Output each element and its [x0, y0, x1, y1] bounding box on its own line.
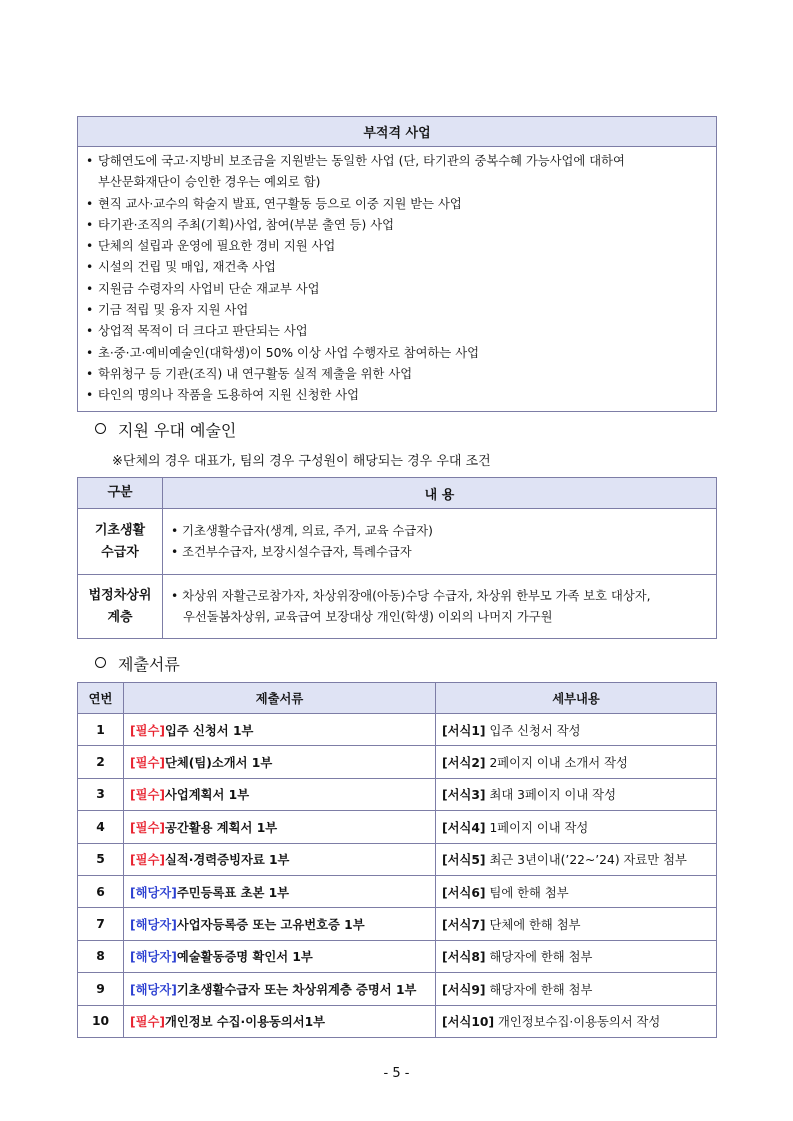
- document-name: 사업자등록증 또는 고유번호증 1부: [176, 918, 365, 933]
- bullet-icon: •: [86, 154, 94, 168]
- col-category-header: 구분: [78, 478, 163, 509]
- section-title-text: 제출서류: [118, 655, 180, 674]
- content-line: • 차상위 자활근로참가자, 차상위장애(아동)수당 수급자, 차상위 한부모 가족 보호 대상자,: [171, 588, 651, 603]
- list-item-text: 학위청구 등 기관(조직) 내 연구활동 실적 제출을 위한 사업: [98, 366, 413, 381]
- col-content-header: 내 용: [163, 478, 717, 509]
- list-item-continuation: 부산문화재단이 승인한 경우는 예외로 함): [98, 175, 321, 190]
- form-id: [서식1]: [442, 723, 486, 738]
- detail-cell: [436, 843, 717, 875]
- col-doc-header: 제출서류: [124, 683, 436, 714]
- document-cell: [124, 811, 436, 843]
- detail-cell: [436, 746, 717, 778]
- bullet-icon: •: [86, 239, 94, 254]
- list-item-text: 지원금 수령자의 사업비 단순 재교부 사업: [98, 281, 320, 296]
- table-row: [78, 940, 717, 972]
- document-name: 입주 신청서 1부: [165, 723, 254, 738]
- bullet-icon: •: [86, 196, 94, 211]
- document-name: 실적·경력증빙자료 1부: [165, 853, 290, 868]
- table-row: [78, 509, 717, 575]
- list-item-text: 단체의 설립과 운영에 필요한 경비 지원 사업: [98, 239, 336, 254]
- row-number: 1: [78, 714, 124, 746]
- list-item: [86, 364, 708, 385]
- documents-rows: [78, 714, 717, 1038]
- document-tag: [해당자]: [130, 982, 177, 997]
- list-item-text: 시설의 건립 및 매입, 재건축 사업: [98, 260, 276, 275]
- row-number: 8: [78, 940, 124, 972]
- form-id: [서식6]: [442, 885, 486, 900]
- content-cell: [163, 509, 717, 575]
- detail-text: 1페이지 이내 작성: [489, 820, 589, 835]
- list-item-text: 타인의 명의나 작품을 도용하여 지원 신청한 사업: [98, 388, 360, 403]
- list-item: [86, 236, 708, 257]
- row-number: 2: [78, 746, 124, 778]
- document-tag: [해당자]: [130, 918, 177, 933]
- content-line: 우선돌봄차상위, 교육급여 보장대상 개인(학생) 이외의 나머지 가구원: [183, 609, 553, 624]
- required-documents-table: [77, 682, 717, 1038]
- bullet-icon: •: [86, 345, 94, 360]
- document-name: 주민등록표 초본 1부: [176, 885, 290, 900]
- detail-cell: [436, 811, 717, 843]
- ineligible-list: [78, 147, 717, 412]
- section-title-text: 지원 우대 예술인: [118, 421, 237, 440]
- document-tag: [필수]: [130, 853, 165, 868]
- section-documents-title: [95, 652, 180, 675]
- content-cell: [163, 575, 717, 639]
- form-id: [서식4]: [442, 820, 486, 835]
- row-number: 3: [78, 778, 124, 810]
- detail-cell: [436, 778, 717, 810]
- document-name: 사업계획서 1부: [165, 788, 250, 803]
- document-tag: [해당자]: [130, 885, 177, 900]
- detail-text: 단체에 한해 첨부: [489, 918, 581, 933]
- detail-text: 입주 신청서 작성: [489, 723, 581, 738]
- document-cell: [124, 778, 436, 810]
- table-row: [78, 746, 717, 778]
- document-tag: [해당자]: [130, 950, 177, 965]
- list-item: [86, 279, 708, 300]
- list-item: [86, 257, 708, 278]
- row-number: 4: [78, 811, 124, 843]
- bullet-icon: •: [86, 324, 94, 339]
- preferred-artists-table: [77, 477, 717, 639]
- form-id: [서식9]: [442, 982, 486, 997]
- category-cell: 기초생활 수급자: [78, 509, 163, 575]
- row-number: 7: [78, 908, 124, 940]
- form-id: [서식7]: [442, 918, 486, 933]
- list-item: [86, 215, 708, 236]
- detail-text: 최대 3페이지 이내 작성: [489, 788, 616, 803]
- detail-text: 2페이지 이내 소개서 작성: [489, 756, 628, 771]
- detail-cell: [436, 1005, 717, 1037]
- document-cell: [124, 973, 436, 1005]
- document-cell: [124, 1005, 436, 1037]
- detail-cell: [436, 908, 717, 940]
- row-number: 10: [78, 1005, 124, 1037]
- list-item: [86, 194, 708, 215]
- list-item-text: 초·중·고·예비예술인(대학생)이 50% 이상 사업 수행자로 참여하는 사업: [98, 345, 479, 360]
- detail-cell: [436, 940, 717, 972]
- document-tag: [필수]: [130, 788, 165, 803]
- list-item-text: 상업적 목적이 더 크다고 판단되는 사업: [98, 324, 308, 339]
- detail-text: 해당자에 한해 첨부: [489, 982, 593, 997]
- list-item: [86, 151, 708, 172]
- form-id: [서식3]: [442, 788, 486, 803]
- col-no-header: 연번: [78, 683, 124, 714]
- detail-text: 최근 3년이내(’22~’24) 자료만 첨부: [489, 853, 687, 868]
- document-name: 기초생활수급자 또는 차상위계층 증명서 1부: [176, 982, 417, 997]
- table-row: [78, 1005, 717, 1037]
- detail-cell: [436, 875, 717, 907]
- bullet-icon: •: [86, 217, 94, 232]
- document-name: 공간활용 계획서 1부: [165, 820, 278, 835]
- document-tag: [필수]: [130, 1015, 165, 1030]
- list-item: [86, 343, 708, 364]
- circle-bullet-icon: [95, 657, 106, 668]
- document-cell: [124, 714, 436, 746]
- bullet-icon: •: [86, 366, 94, 381]
- detail-text: 팀에 한해 첨부: [489, 885, 569, 900]
- list-item: [86, 300, 708, 321]
- table-row: [78, 811, 717, 843]
- document-tag: [필수]: [130, 756, 165, 771]
- table-row: [78, 714, 717, 746]
- document-tag: [필수]: [130, 820, 165, 835]
- document-cell: [124, 875, 436, 907]
- bullet-icon: •: [86, 281, 94, 296]
- detail-cell: [436, 973, 717, 1005]
- document-tag: [필수]: [130, 723, 165, 738]
- section-preferred-title: [95, 418, 236, 441]
- list-item-text: 타기관·조직의 주최(기획)사업, 참여(부분 출연 등) 사업: [98, 217, 395, 232]
- category-cell: 법정차상위 계층: [78, 575, 163, 639]
- form-id: [서식10]: [442, 1015, 495, 1030]
- document-name: 개인정보 수집·이용동의서1부: [165, 1015, 326, 1030]
- table-row: [78, 575, 717, 639]
- document-name: 예술활동증명 확인서 1부: [176, 950, 313, 965]
- document-cell: [124, 908, 436, 940]
- list-item: [86, 385, 708, 406]
- list-item: [86, 321, 708, 342]
- detail-text: 해당자에 한해 첨부: [489, 950, 593, 965]
- document-cell: [124, 843, 436, 875]
- detail-text: 개인정보수집·이용동의서 작성: [498, 1015, 661, 1030]
- page-number: - 5 -: [383, 1066, 410, 1081]
- table-row: [78, 908, 717, 940]
- table-row: [78, 875, 717, 907]
- table-row: [78, 843, 717, 875]
- circle-bullet-icon: [95, 423, 106, 434]
- detail-cell: [436, 714, 717, 746]
- list-item-text: 현직 교사·교수의 학술지 발표, 연구활동 등으로 이중 지원 받는 사업: [98, 196, 462, 211]
- table-row: [78, 973, 717, 1005]
- ineligible-projects-table: [77, 116, 717, 412]
- bullet-icon: •: [86, 260, 94, 275]
- ineligible-header: 부적격 사업: [78, 117, 717, 147]
- bullet-icon: •: [86, 303, 94, 318]
- form-id: [서식8]: [442, 950, 486, 965]
- table-row: [78, 778, 717, 810]
- content-line: • 기초생활수급자(생계, 의료, 주거, 교육 수급자): [171, 523, 433, 538]
- form-id: [서식5]: [442, 853, 486, 868]
- row-number: 5: [78, 843, 124, 875]
- document-name: 단체(팀)소개서 1부: [165, 756, 273, 771]
- document-cell: [124, 940, 436, 972]
- col-detail-header: 세부내용: [436, 683, 717, 714]
- row-number: 9: [78, 973, 124, 1005]
- form-id: [서식2]: [442, 756, 486, 771]
- preferred-note: ※단체의 경우 대표가, 팀의 경우 구성원이 해당되는 경우 우대 조건: [112, 454, 491, 469]
- list-item-text: 기금 적립 및 융자 지원 사업: [98, 303, 249, 318]
- bullet-icon: •: [86, 388, 94, 403]
- document-cell: [124, 746, 436, 778]
- list-item-text: 당해연도에 국고·지방비 보조금을 지원받는 동일한 사업 (단, 타기관의 중복수혜 가능사업에 대하여: [98, 154, 625, 168]
- content-line: • 조건부수급자, 보장시설수급자, 특례수급자: [171, 544, 412, 559]
- row-number: 6: [78, 875, 124, 907]
